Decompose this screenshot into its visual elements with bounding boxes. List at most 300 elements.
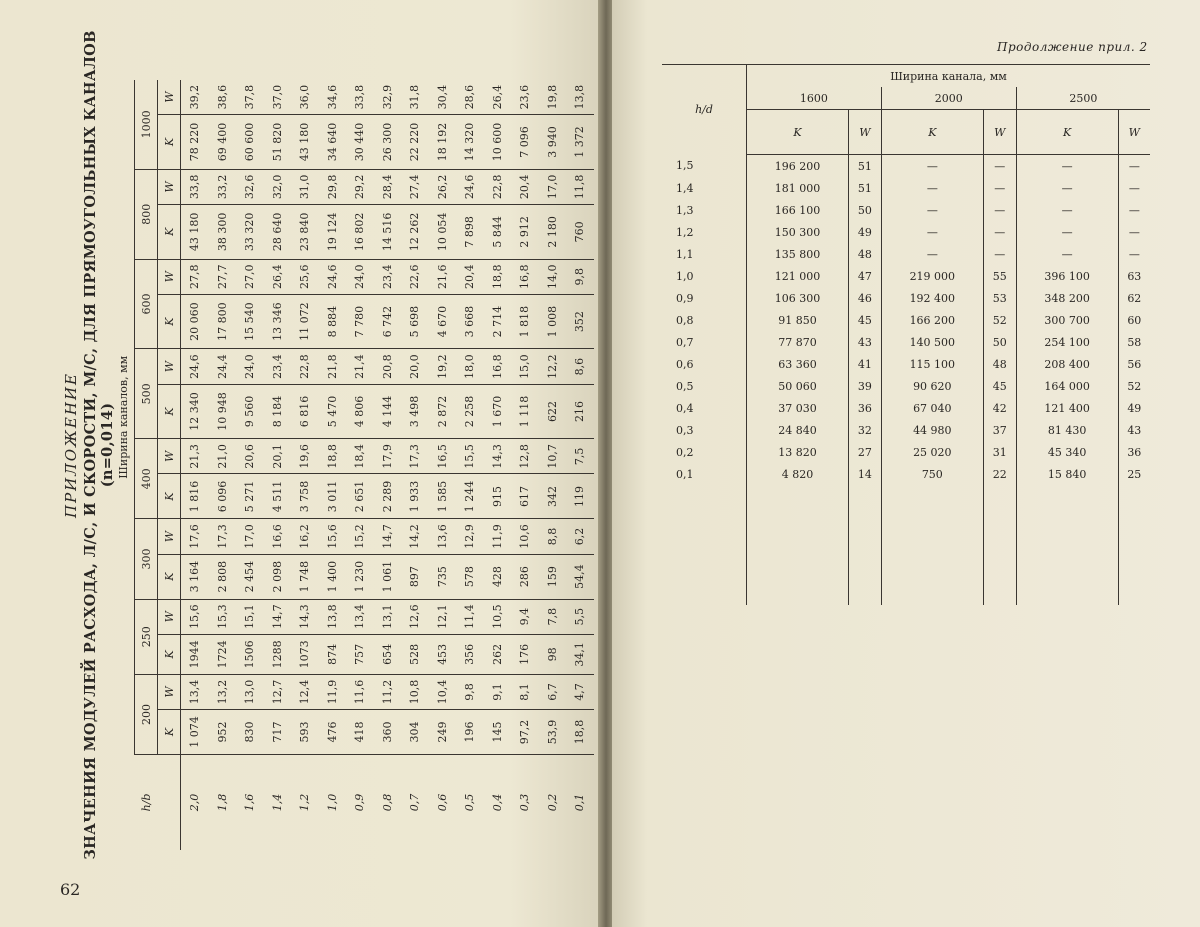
w-value: 14,0 — [539, 259, 567, 294]
w-value: 6,2 — [566, 519, 594, 554]
w-value: 48 — [848, 243, 881, 265]
w-value: 34,6 — [319, 80, 347, 115]
k-value: 196 200 — [747, 155, 849, 178]
k-value: 15 540 — [236, 294, 264, 349]
rotated-content — [52, 30, 587, 860]
w-column-header: W — [158, 674, 181, 709]
k-value: 262 — [484, 634, 512, 674]
k-value: 1 816 — [181, 474, 209, 519]
w-value: 13,4 — [346, 599, 374, 634]
w-value: 25 — [1118, 463, 1150, 485]
k-value: 16 802 — [346, 205, 374, 260]
w-value: 11,2 — [374, 674, 402, 709]
blank-cell — [747, 485, 849, 605]
w-value: 27,0 — [236, 259, 264, 294]
w-value: 27,4 — [401, 169, 429, 204]
row-label: 1,1 — [676, 247, 694, 261]
k-value: 3 011 — [319, 474, 347, 519]
width-header: 250 — [135, 599, 158, 674]
k-value: — — [1016, 199, 1118, 221]
w-value: 53 — [983, 287, 1016, 309]
w-value: 26,2 — [429, 169, 457, 204]
k-value: — — [1016, 177, 1118, 199]
right-page — [612, 0, 1200, 927]
w-value: 50 — [848, 199, 881, 221]
blank-row — [662, 485, 1150, 605]
w-value: 14 — [848, 463, 881, 485]
width-header: 300 — [135, 519, 158, 599]
table-row — [662, 287, 1150, 309]
w-value: 63 — [1118, 265, 1150, 287]
table-row — [662, 463, 1150, 485]
w-value: 11,6 — [346, 674, 374, 709]
row-label: 0,7 — [408, 793, 422, 812]
k-value: 760 — [566, 205, 594, 260]
k-value: 53,9 — [539, 710, 567, 755]
w-column-header: W — [158, 599, 181, 634]
w-value: 10,5 — [484, 599, 512, 634]
k-value: 11 072 — [291, 294, 319, 349]
w-value: 10,8 — [401, 674, 429, 709]
k-value: 10 948 — [209, 384, 237, 439]
k-value: 106 300 — [747, 287, 849, 309]
w-value: 37,0 — [264, 80, 292, 115]
row-label: 1,0 — [325, 793, 339, 812]
w-value: 32 — [848, 419, 881, 441]
w-value: 21,6 — [429, 259, 457, 294]
k-value: 81 430 — [1016, 419, 1118, 441]
blank-cell — [848, 485, 881, 605]
w-value: 7,8 — [539, 599, 567, 634]
w-column-header: W — [848, 110, 881, 155]
k-value: 2 180 — [539, 205, 567, 260]
k-value: 356 — [456, 634, 484, 674]
k-value: 830 — [236, 710, 264, 755]
k-value: 13 820 — [747, 441, 849, 463]
row-label: 0,8 — [676, 313, 694, 327]
k-value: 418 — [346, 710, 374, 755]
k-value: 10 600 — [484, 115, 512, 170]
k-value: 69 400 — [209, 115, 237, 170]
w-value: — — [983, 199, 1016, 221]
k-value: 90 620 — [881, 375, 983, 397]
w-value: 13,0 — [236, 674, 264, 709]
w-column-header: W — [158, 349, 181, 384]
table-row — [662, 155, 1150, 178]
k-column-header: K — [881, 110, 983, 155]
w-value: 62 — [1118, 287, 1150, 309]
w-value: 15,0 — [511, 349, 539, 384]
table-row — [662, 309, 1150, 331]
w-value: 15,5 — [456, 439, 484, 474]
k-value: 166 100 — [747, 199, 849, 221]
w-value: 7,5 — [566, 439, 594, 474]
table-row — [662, 221, 1150, 243]
w-value: 20,4 — [456, 259, 484, 294]
w-value: 20,0 — [401, 349, 429, 384]
k-value: 2 714 — [484, 294, 512, 349]
w-value: 24,6 — [181, 349, 209, 384]
k-value: — — [881, 155, 983, 178]
w-column-header: W — [158, 169, 181, 204]
k-value: 140 500 — [881, 331, 983, 353]
k-value: 352 — [566, 294, 594, 349]
w-value: 14,3 — [484, 439, 512, 474]
w-value: 22,6 — [401, 259, 429, 294]
k-value: 1 372 — [566, 115, 594, 170]
k-value: 5 470 — [319, 384, 347, 439]
k-value: 1 118 — [511, 384, 539, 439]
k-value: 3 668 — [456, 294, 484, 349]
w-value: 17,3 — [209, 519, 237, 554]
appendix-heading: ПРИЛОЖЕНИЕ — [62, 372, 80, 518]
w-value: 16,8 — [511, 259, 539, 294]
row-label: 1,2 — [298, 793, 312, 812]
w-value: — — [1118, 221, 1150, 243]
k-value: 4 144 — [374, 384, 402, 439]
w-value: 12,1 — [429, 599, 457, 634]
k-value: 915 — [484, 474, 512, 519]
w-value: 4,7 — [566, 674, 594, 709]
k-value: 51 820 — [264, 115, 292, 170]
k-value: 176 — [511, 634, 539, 674]
k-value: 5 271 — [236, 474, 264, 519]
w-value: 14,2 — [401, 519, 429, 554]
k-value: 14 516 — [374, 205, 402, 260]
w-value: 12,2 — [539, 349, 567, 384]
k-value: 2 454 — [236, 554, 264, 599]
w-value: 49 — [848, 221, 881, 243]
row-header: h/b — [112, 755, 181, 851]
k-value: 578 — [456, 554, 484, 599]
w-value: 24,6 — [319, 259, 347, 294]
row-label: 0,9 — [353, 793, 367, 812]
k-value: 2 651 — [346, 474, 374, 519]
k-value: 7 780 — [346, 294, 374, 349]
w-value: 14,7 — [374, 519, 402, 554]
k-value: 192 400 — [881, 287, 983, 309]
w-value: 9,8 — [566, 259, 594, 294]
w-column-header: W — [158, 259, 181, 294]
k-value: 1 400 — [319, 554, 347, 599]
k-value: 593 — [291, 710, 319, 755]
k-value: 7 898 — [456, 205, 484, 260]
table-row — [662, 177, 1150, 199]
row-label: 0,4 — [490, 793, 504, 812]
k-value: 622 — [539, 384, 567, 439]
w-value: 19,6 — [291, 439, 319, 474]
k-value: 1 748 — [291, 554, 319, 599]
k-value: 18,8 — [566, 710, 594, 755]
k-value: 78 220 — [181, 115, 209, 170]
w-value: 30,4 — [429, 80, 457, 115]
table-row — [539, 80, 567, 850]
w-value: 52 — [1118, 375, 1150, 397]
table-row — [566, 80, 594, 850]
k-value: 77 870 — [747, 331, 849, 353]
w-value: 12,8 — [511, 439, 539, 474]
w-value: 38,6 — [209, 80, 237, 115]
k-value: 617 — [511, 474, 539, 519]
k-value: 396 100 — [1016, 265, 1118, 287]
k-value: 12 340 — [181, 384, 209, 439]
w-value: 36 — [848, 397, 881, 419]
w-value: — — [983, 221, 1016, 243]
w-value: — — [1118, 177, 1150, 199]
w-value: 16,6 — [264, 519, 292, 554]
k-column-header: K — [747, 110, 849, 155]
k-value: — — [881, 243, 983, 265]
table-row — [511, 80, 539, 850]
k-value: 121 000 — [747, 265, 849, 287]
w-value: 12,7 — [264, 674, 292, 709]
k-value: 360 — [374, 710, 402, 755]
table-row — [662, 243, 1150, 265]
k-value: 3 164 — [181, 554, 209, 599]
k-value: 874 — [319, 634, 347, 674]
blank-cell — [1016, 485, 1118, 605]
k-value: 34,1 — [566, 634, 594, 674]
k-column-header: K — [158, 294, 181, 349]
k-value: 2 912 — [511, 205, 539, 260]
k-value: 286 — [511, 554, 539, 599]
k-value: 348 200 — [1016, 287, 1118, 309]
k-value: — — [881, 199, 983, 221]
k-value: 208 400 — [1016, 353, 1118, 375]
w-value: 45 — [848, 309, 881, 331]
w-value: 12,9 — [456, 519, 484, 554]
w-value: 17,0 — [539, 169, 567, 204]
k-value: 528 — [401, 634, 429, 674]
w-value: 18,8 — [319, 439, 347, 474]
w-value: 12,4 — [291, 674, 319, 709]
w-value: 9,4 — [511, 599, 539, 634]
w-value: 17,0 — [236, 519, 264, 554]
w-value: 26,4 — [264, 259, 292, 294]
w-value: 10,4 — [429, 674, 457, 709]
w-value: — — [1118, 199, 1150, 221]
table-row — [319, 80, 347, 850]
k-value: 3 758 — [291, 474, 319, 519]
w-value: 29,2 — [346, 169, 374, 204]
w-value: 31,0 — [291, 169, 319, 204]
w-value: 20,6 — [236, 439, 264, 474]
w-value: 20,8 — [374, 349, 402, 384]
w-value: 16,2 — [291, 519, 319, 554]
row-label: 0,6 — [676, 357, 694, 371]
k-value: 1944 — [181, 634, 209, 674]
k-value: 300 700 — [1016, 309, 1118, 331]
w-value: 33,8 — [181, 169, 209, 204]
k-value: 1288 — [264, 634, 292, 674]
table-row — [264, 80, 292, 850]
width-header: 600 — [135, 259, 158, 349]
blank-cell — [881, 485, 983, 605]
w-value: 37 — [983, 419, 1016, 441]
w-value: 52 — [983, 309, 1016, 331]
w-column-header: W — [158, 439, 181, 474]
w-value: 13,1 — [374, 599, 402, 634]
table-row — [181, 80, 209, 850]
k-value: 44 980 — [881, 419, 983, 441]
w-column-header: W — [1118, 110, 1150, 155]
rotated-area — [52, 30, 587, 860]
w-value: 11,9 — [319, 674, 347, 709]
table-row — [291, 80, 319, 850]
width-header: 500 — [135, 349, 158, 439]
k-value: 43 180 — [291, 115, 319, 170]
table-row — [374, 80, 402, 850]
k-column-header: K — [158, 384, 181, 439]
k-value: 219 000 — [881, 265, 983, 287]
k-value: 3 498 — [401, 384, 429, 439]
k-value: 159 — [539, 554, 567, 599]
k-value: 216 — [566, 384, 594, 439]
k-value: 453 — [429, 634, 457, 674]
w-value: 58 — [1118, 331, 1150, 353]
width-header: 2000 — [881, 87, 1016, 110]
w-value: 13,8 — [566, 80, 594, 115]
k-column-header: K — [1016, 110, 1118, 155]
k-value: 14 320 — [456, 115, 484, 170]
w-value: 51 — [848, 177, 881, 199]
w-value: 15,3 — [209, 599, 237, 634]
row-label: 0,6 — [435, 793, 449, 812]
k-value: 735 — [429, 554, 457, 599]
w-value: 13,4 — [181, 674, 209, 709]
k-value: 1 230 — [346, 554, 374, 599]
k-value: 897 — [401, 554, 429, 599]
w-value: 42 — [983, 397, 1016, 419]
k-value: 254 100 — [1016, 331, 1118, 353]
table-row — [662, 199, 1150, 221]
k-value: 63 360 — [747, 353, 849, 375]
w-value: 18,0 — [456, 349, 484, 384]
k-value: 1506 — [236, 634, 264, 674]
w-value: 13,6 — [429, 519, 457, 554]
row-label: 1,8 — [215, 793, 229, 812]
k-value: 1 670 — [484, 384, 512, 439]
row-label: 1,4 — [676, 181, 694, 195]
k-value: 25 020 — [881, 441, 983, 463]
w-value: 15,6 — [181, 599, 209, 634]
table-row — [662, 375, 1150, 397]
k-value: 1724 — [209, 634, 237, 674]
k-value: 28 640 — [264, 205, 292, 260]
w-value: 24,4 — [209, 349, 237, 384]
w-value: 17,6 — [181, 519, 209, 554]
k-value: 6 742 — [374, 294, 402, 349]
w-value: 10,6 — [511, 519, 539, 554]
w-value: 39,2 — [181, 80, 209, 115]
row-label: 2,0 — [188, 793, 202, 812]
k-value: 4 806 — [346, 384, 374, 439]
w-value: 15,2 — [346, 519, 374, 554]
k-value: 342 — [539, 474, 567, 519]
w-value: 27 — [848, 441, 881, 463]
width-header: 200 — [135, 674, 158, 754]
k-value: 1 008 — [539, 294, 567, 349]
k-value: 145 — [484, 710, 512, 755]
k-value: 2 872 — [429, 384, 457, 439]
k-value: — — [1016, 221, 1118, 243]
row-label: 1,5 — [676, 159, 694, 173]
k-value: 38 300 — [209, 205, 237, 260]
w-column-header: W — [158, 519, 181, 554]
k-value: 181 000 — [747, 177, 849, 199]
k-value: 26 300 — [374, 115, 402, 170]
blank-cell — [983, 485, 1016, 605]
table-row — [662, 441, 1150, 463]
k-value: 19 124 — [319, 205, 347, 260]
w-value: 24,0 — [346, 259, 374, 294]
k-value: 2 808 — [209, 554, 237, 599]
w-value: 47 — [848, 265, 881, 287]
w-value: 48 — [983, 353, 1016, 375]
w-value: 55 — [983, 265, 1016, 287]
w-value: 33,2 — [209, 169, 237, 204]
row-label: 0,1 — [573, 793, 587, 812]
k-value: 119 — [566, 474, 594, 519]
k-value: 4 511 — [264, 474, 292, 519]
w-value: 24,6 — [456, 169, 484, 204]
w-column-header: W — [158, 80, 181, 115]
k-value: 22 220 — [401, 115, 429, 170]
row-label: 0,2 — [676, 445, 694, 459]
w-value: 12,6 — [401, 599, 429, 634]
row-label: 1,0 — [676, 269, 694, 283]
row-label: 0,4 — [676, 401, 694, 415]
row-label: 0,2 — [545, 793, 559, 812]
width-header: 2500 — [1016, 87, 1150, 110]
table-row — [662, 353, 1150, 375]
w-value: 14,7 — [264, 599, 292, 634]
k-value: 60 600 — [236, 115, 264, 170]
k-value: 6 816 — [291, 384, 319, 439]
w-value: 43 — [1118, 419, 1150, 441]
w-value: 37,8 — [236, 80, 264, 115]
w-value: 15,1 — [236, 599, 264, 634]
w-value: 33,8 — [346, 80, 374, 115]
row-label: 0,7 — [676, 335, 694, 349]
k-value: 34 640 — [319, 115, 347, 170]
w-value: 56 — [1118, 353, 1150, 375]
k-value: 757 — [346, 634, 374, 674]
w-value: 50 — [983, 331, 1016, 353]
table-row — [346, 80, 374, 850]
row-label: 0,5 — [676, 379, 694, 393]
k-value: 1073 — [291, 634, 319, 674]
k-value: 2 098 — [264, 554, 292, 599]
width-header: 1600 — [747, 87, 882, 110]
w-value: 21,8 — [319, 349, 347, 384]
k-value: 33 320 — [236, 205, 264, 260]
w-value: 29,8 — [319, 169, 347, 204]
table-row — [456, 80, 484, 850]
k-value: 9 560 — [236, 384, 264, 439]
table-row — [209, 80, 237, 850]
w-value: 25,6 — [291, 259, 319, 294]
k-value: 476 — [319, 710, 347, 755]
k-value: 166 200 — [881, 309, 983, 331]
k-value: 23 840 — [291, 205, 319, 260]
row-label: 1,4 — [270, 793, 284, 812]
k-value: 1 244 — [456, 474, 484, 519]
k-column-header: K — [158, 554, 181, 599]
w-value: 10,7 — [539, 439, 567, 474]
w-column-header: W — [983, 110, 1016, 155]
w-value: — — [1118, 243, 1150, 265]
